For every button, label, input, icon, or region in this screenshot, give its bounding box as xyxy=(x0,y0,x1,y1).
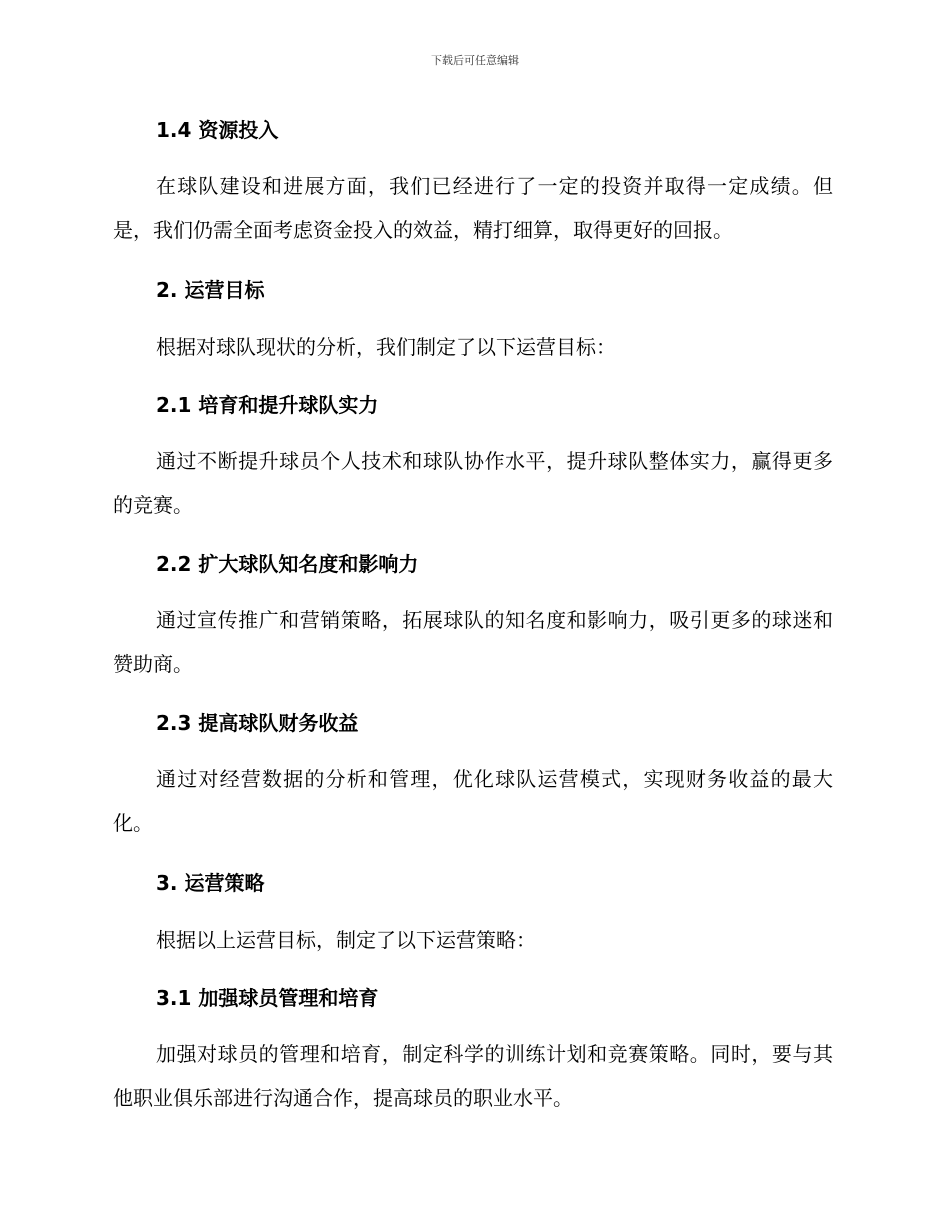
section-heading-2-2: 2.2 扩大球队知名度和影响力 xyxy=(156,552,419,576)
paragraph-resource-investment: 在球队建设和进展方面，我们已经进行了一定的投资并取得一定成绩。但是，我们仍需全面考虑资金投入的效益，精打细算，取得更好的回报。 xyxy=(113,174,833,242)
section-heading-2: 2. 运营目标 xyxy=(156,278,265,302)
paragraph-goals-intro: 根据对球队现状的分析，我们制定了以下运营目标： xyxy=(156,335,616,359)
paragraph-player-management: 加强对球员的管理和培育，制定科学的训练计划和竞赛策略。同时，要与其他职业俱乐部进行沟通合作，提高球员的职业水平。 xyxy=(113,1042,833,1110)
paragraph-team-influence: 通过宣传推广和营销策略，拓展球队的知名度和影响力，吸引更多的球迷和赞助商。 xyxy=(113,608,833,676)
page-header: 下载后可任意编辑 xyxy=(431,54,519,67)
paragraph-team-strength: 通过不断提升球员个人技术和球队协作水平，提升球队整体实力，赢得更多的竞赛。 xyxy=(113,449,833,517)
section-heading-3: 3. 运营策略 xyxy=(156,871,265,895)
paragraph-financial-revenue: 通过对经营数据的分析和管理，优化球队运营模式，实现财务收益的最大化。 xyxy=(113,767,833,835)
section-heading-3-1: 3.1 加强球员管理和培育 xyxy=(156,986,379,1010)
section-heading-1-4: 1.4 资源投入 xyxy=(156,118,279,142)
section-heading-2-1: 2.1 培育和提升球队实力 xyxy=(156,393,379,417)
paragraph-strategy-intro: 根据以上运营目标，制定了以下运营策略： xyxy=(156,928,536,952)
section-heading-2-3: 2.3 提高球队财务收益 xyxy=(156,711,359,735)
